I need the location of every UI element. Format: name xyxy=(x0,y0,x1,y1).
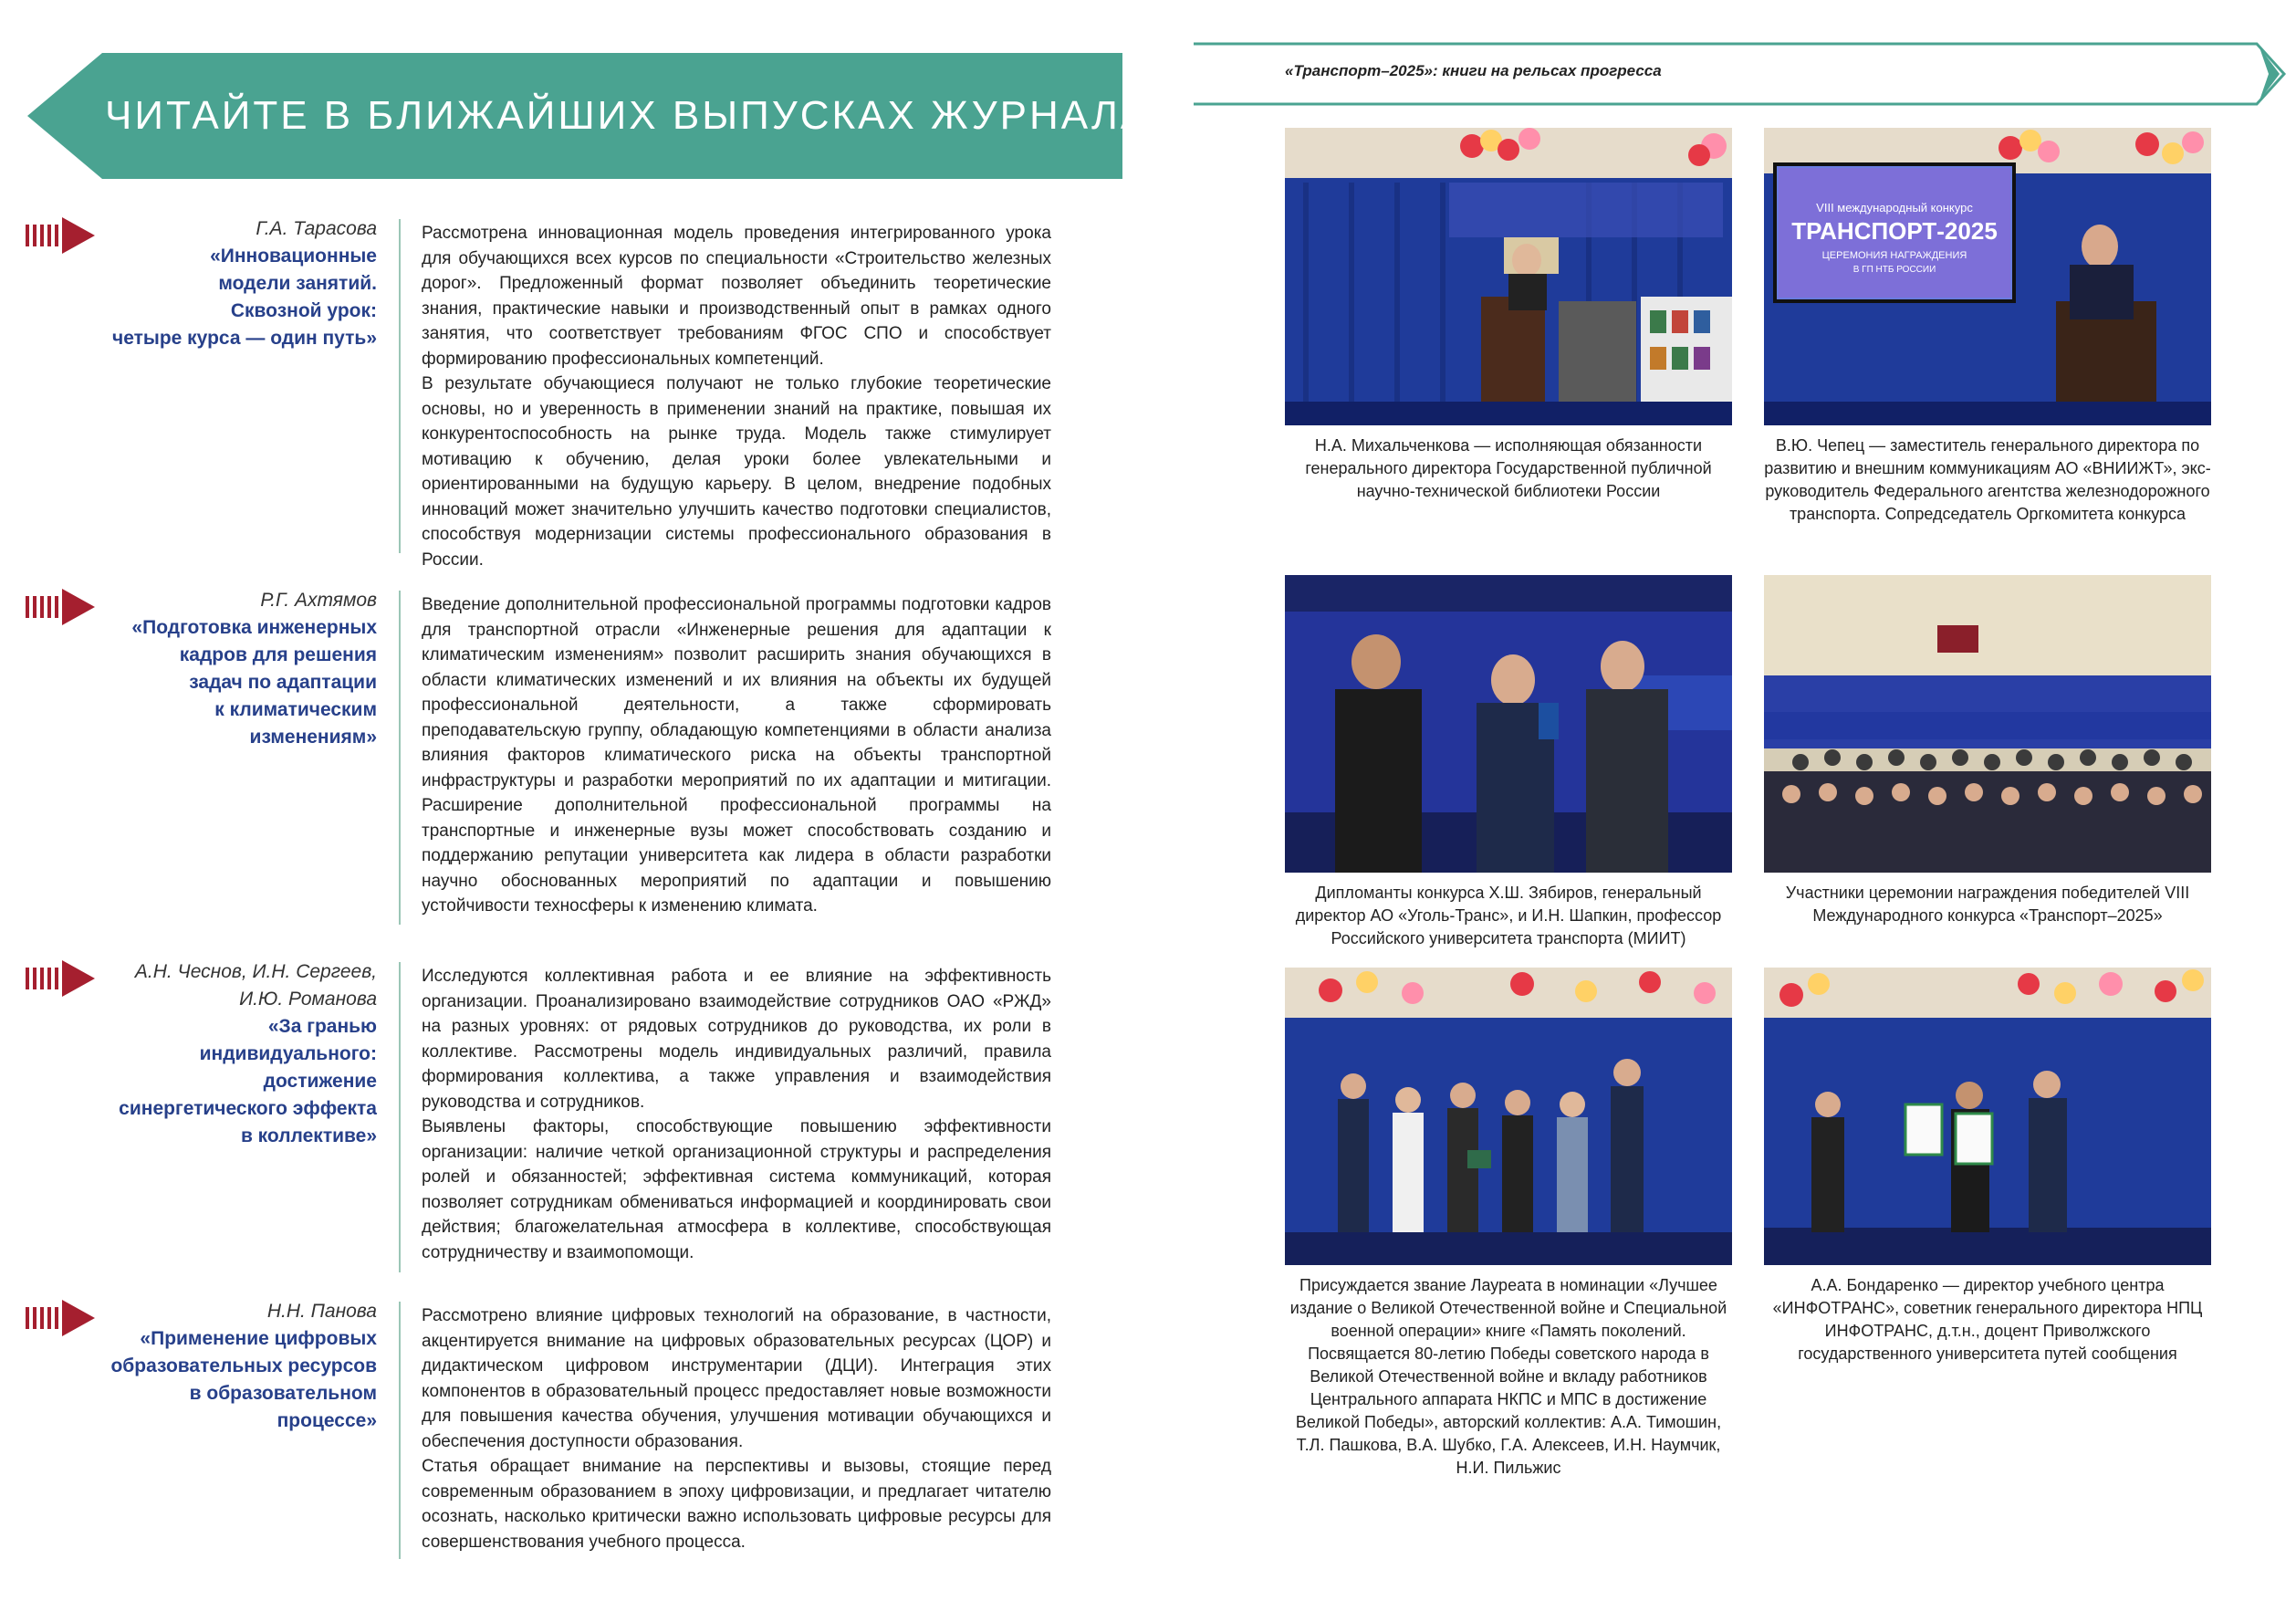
running-header xyxy=(1194,42,2289,106)
photo-podium-speaker-2 xyxy=(1764,128,2211,425)
running-header-title: «Транспорт–2025»: книги на рельсах прогресса xyxy=(1285,62,1662,79)
right-page xyxy=(1148,0,2296,1601)
article-author: Г.А. Тарасова xyxy=(256,218,377,239)
photo-caption-5: Присуждается звание Лауреата в номинации «Лучшее издание о Великой Отечественной войне и Специальной военной операции» книге «Память поколений. Посвящается 80-летию Победы советского народа в Великой Отечественной войне и вкладу работников Центрального аппарата НКПС и МПС в достижение Великой Победы», авторский коллектив: А.А. Тимошин, Т.Л. Пашкова, В.А. Шубко, Г.А. Алексеев, И.Н. Наумчик, Н.И. Пильжис xyxy=(1289,1276,1727,1477)
article-author: А.Н. Чеснов, И.Н. Сергеев, И.Ю. Романова xyxy=(134,961,377,1010)
svg-text:В ГП НТБ РОССИИ: В ГП НТБ РОССИИ xyxy=(1852,265,1936,275)
photo-caption-6: А.А. Бондаренко — директор учебного центра «ИНФОТРАНС», советник генерального директора НПЦ ИНФОТРАНС, д.т.н., доцент Приволжского государственного университета путей сообщения xyxy=(1772,1276,2203,1363)
photo-caption-3: Дипломанты конкурса Х.Ш. Зябиров, генеральный директор АО «Уголь-Транс», и И.Н. Шапкин, профессор Российского университета транспорта (МИИТ) xyxy=(1295,884,1722,947)
photo-caption-4: Участники церемонии награждения победителей VIII Международного конкурса «Транспорт–2025» xyxy=(1785,884,2190,925)
article-divider xyxy=(399,1302,401,1559)
article-title: «За гранью индивидуального: достижение синергетического эффекта в коллективе» xyxy=(119,1016,377,1146)
photo-diploma-award xyxy=(1764,968,2211,1265)
article-abstract: Рассмотрена инновационная модель проведения интегрированного урока для обучающихся всех курсов по специальности «Строительство железных дорог». Предложенный формат позволяет объединить теоретические знания, практические навыки и производственный опыт в рамках одного занятия, что соответствует требованиям ФГОС СПО и способствует формированию профессиональных компетенций. В результате обучающиеся получают не только глубокие теоретические основы, но и уверенность в применении знаний на практике, повышая их конкурентоспособность на рынке труда. Модель также стимулирует мотивацию к обучению, делая уроки более увлекательными и ориентированными на будущую карьеру. В целом, внедрение подобных инноваций может значительно улучшить качество подготовки специалистов, способствуя модернизации системы профессионального образования в России. xyxy=(422,224,1051,570)
section-banner xyxy=(27,53,1192,179)
article-abstract: Рассмотрено влияние цифровых технологий на образование, в частности, акцентируется внимание на цифровых образовательных ресурсах (ЦОР) и дидактическом цифровом инструментарии (ДЦИ). Интеграция этих компонентов в образовательный процесс предоставляет новые возможности для повышения качества обучения, улучшения мотивации обучающихся и обеспечения доступности образования. Статья обращает внимание на перспективы и вызовы, стоящие перед современным образованием в эпоху цифровизации, и предлагает читателю осознать, насколько критически важно использовать цифровые ресурсы для совершенствования учебного процесса. xyxy=(422,1306,1051,1552)
article-divider xyxy=(399,962,401,1272)
article-meta xyxy=(103,958,377,1150)
banner-title: ЧИТАЙТЕ В БЛИЖАЙШИХ ВЫПУСКАХ ЖУРНАЛА... xyxy=(105,93,1192,138)
article-abstract: Исследуются коллективная работа и ее влияние на эффективность организации. Проанализировано взаимодействие сотрудников ОАО «РЖД» на разных уровнях: от рядовых сотрудников до руководства, их роли в коллективе. Рассмотрены модель индивидуальных различий, правила формирования коллектива, а также управления и взаимодействия руководства и сотрудников. Выявлены факторы, способствующие повышению эффективности организации: наличие четкой организационной структуры и распределения ролей и обязанностей; эффективная система коммуникаций, которая позволяет сотрудникам обмениваться информацией и координировать свои действия; благожелательная атмосфера в коллективе, способствующая сотрудничеству и взаимопомощи. xyxy=(422,967,1051,1262)
article-divider xyxy=(399,591,401,925)
article-meta xyxy=(30,587,377,751)
article-author: Н.Н. Панова xyxy=(266,1301,377,1322)
article-title: «Инновационные модели занятий. Сквозной урок: четыре курса — один путь» xyxy=(112,246,377,349)
article-title: «Подготовка инженерных кадров для решения задач по адаптации к климатическим изменениям» xyxy=(131,617,377,748)
article-divider xyxy=(399,219,401,553)
svg-text:ЦЕРЕМОНИЯ НАГРАЖДЕНИЯ: ЦЕРЕМОНИЯ НАГРАЖДЕНИЯ xyxy=(1821,250,1967,261)
article-abstract: Введение дополнительной профессиональной программы подготовки кадров для транспортной отрасли «Инженерные решения для адаптации к климатическим изменениям» позволит расширить знания обучающихся в области климатических изменений и их влияния на объекты их будущей профессиональной деятельности, а также сформировать преподавательскую группу, обладающую компетенциями в области анализа влияния факторов климатического риска на объекты транспортной инфраструктуры и разработки мероприятий по их адаптации и митигации. Расширение дополнительной профессиональной программы на транспортные и инженерные вузы может способствовать созданию и поддержанию репутации университета как лидера в области разработки научно обоснованных мероприятий по адаптации и повышению устойчивости техносферы к изменению климата. xyxy=(422,595,1051,916)
article-meta xyxy=(30,215,377,352)
article-author: Р.Г. Ахтямов xyxy=(260,590,377,611)
arrow-marker-icon xyxy=(26,960,95,997)
photo-three-laureates xyxy=(1285,575,1732,873)
photo-caption-2: В.Ю. Чепец — заместитель генерального директора по развитию и внешним коммуникациям АО «ВНИИЖТ», экс-руководитель Федерального агентства железнодорожного транспорта. Сопредседатель Оргкомитета конкурса xyxy=(1764,436,2211,523)
photo-caption-1: Н.А. Михальченкова — исполняющая обязанности генерального директора Государственной публичной научно-технической библиотеки России xyxy=(1305,436,1712,500)
svg-text:ТРАНСПОРТ-2025: ТРАНСПОРТ-2025 xyxy=(1791,217,1998,245)
svg-text:VIII международный конкурс: VIII международный конкурс xyxy=(1816,201,1973,215)
photo-podium-speaker-1 xyxy=(1285,128,1732,425)
article-meta xyxy=(30,1298,377,1435)
article-title: «Применение цифровых образовательных ресурсов в образовательном процессе» xyxy=(110,1328,377,1431)
photo-ceremony-hall xyxy=(1764,575,2211,873)
photo-laureate-group xyxy=(1285,968,1732,1265)
